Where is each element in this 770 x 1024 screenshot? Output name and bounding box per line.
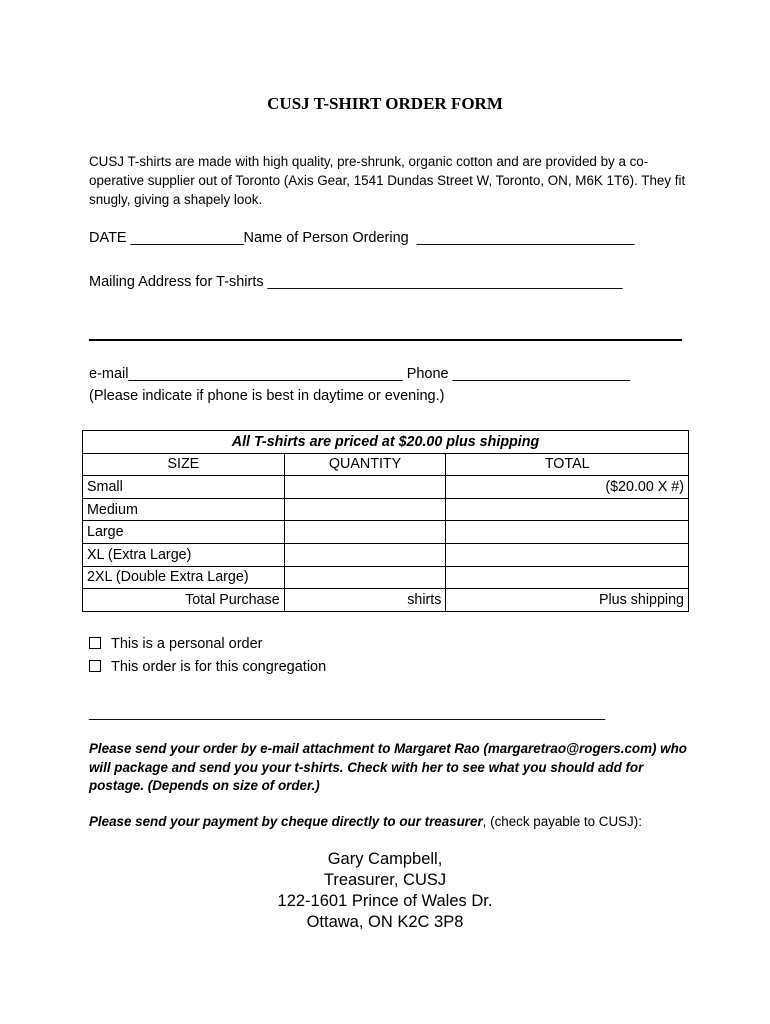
signature-line[interactable]: ________________________________________________________________ [89,705,606,721]
personal-order-label: This is a personal order [111,636,263,652]
quantity-cell[interactable] [284,521,446,544]
table-row [83,476,689,499]
size-cell: XL (Extra Large) [83,543,285,566]
checkbox-icon[interactable] [89,660,101,672]
address-continuation-line[interactable] [89,339,682,341]
total-cell[interactable] [446,543,689,566]
treasurer-street: 122-1601 Prince of Wales Dr. [277,892,493,910]
order-table [82,430,689,612]
form-title: CUSJ T-SHIRT ORDER FORM [267,94,503,113]
total-quantity-cell[interactable]: shirts [284,589,446,612]
total-header: TOTAL [446,453,689,476]
payment-instructions-bold: Please send your payment by cheque directly to our treasurer [89,814,483,829]
size-header: SIZE [83,453,285,476]
quantity-header: QUANTITY [284,453,446,476]
size-cell: 2XL (Double Extra Large) [83,566,285,589]
treasurer-role: Treasurer, CUSJ [323,871,447,889]
treasurer-city: Ottawa, ON K2C 3P8 [306,913,464,931]
table-row [83,543,689,566]
total-row [83,589,689,612]
personal-order-option[interactable] [89,636,263,652]
price-banner: All T-shirts are priced at $20.00 plus shipping [83,431,689,454]
total-cell[interactable] [446,498,689,521]
payment-instructions-rest: , (check payable to CUSJ): [482,814,642,829]
treasurer-name: Gary Campbell, [327,850,443,868]
date-name-field[interactable]: DATE ______________Name of Person Ordering ___________________________ [89,230,635,246]
total-cell[interactable] [446,566,689,589]
mailing-address-field[interactable]: Mailing Address for T-shirts ____________________________________________ [89,274,623,290]
total-cell[interactable] [446,521,689,544]
total-cell[interactable]: ($20.00 X #) [446,476,689,499]
congregation-order-option[interactable] [89,659,326,675]
table-row [83,566,689,589]
quantity-cell[interactable] [284,498,446,521]
phone-note: (Please indicate if phone is best in daytime or evening.) [89,388,445,404]
size-cell: Medium [83,498,285,521]
table-row [83,521,689,544]
treasurer-address [0,849,770,933]
quantity-cell[interactable] [284,543,446,566]
table-row [83,498,689,521]
congregation-order-label: This order is for this congregation [111,659,327,675]
email-instructions: Please send your order by e-mail attachment to Margaret Rao (margaretrao@rogers.com) who will package and send you your t-shirts. Check with her to see what you should add for postage. (Depends on size of order.) [89,741,687,793]
checkbox-icon[interactable] [89,637,101,649]
quantity-cell[interactable] [284,476,446,499]
intro-paragraph: CUSJ T-shirts are made with high quality, pre-shrunk, organic cotton and are provided by a co-operative supplier out of Toronto (Axis Gear, 1541 Dundas Street W, Toronto, ON, M6K 1T6). They fit snugly, giving a shapely look. [89,154,686,207]
size-cell: Large [83,521,285,544]
total-purchase-label: Total Purchase [83,589,285,612]
total-amount-cell[interactable]: Plus shipping [446,589,689,612]
email-phone-field[interactable]: e-mail__________________________________ Phone ______________________ [89,366,631,382]
quantity-cell[interactable] [284,566,446,589]
size-cell: Small [83,476,285,499]
payment-instructions [89,813,689,832]
